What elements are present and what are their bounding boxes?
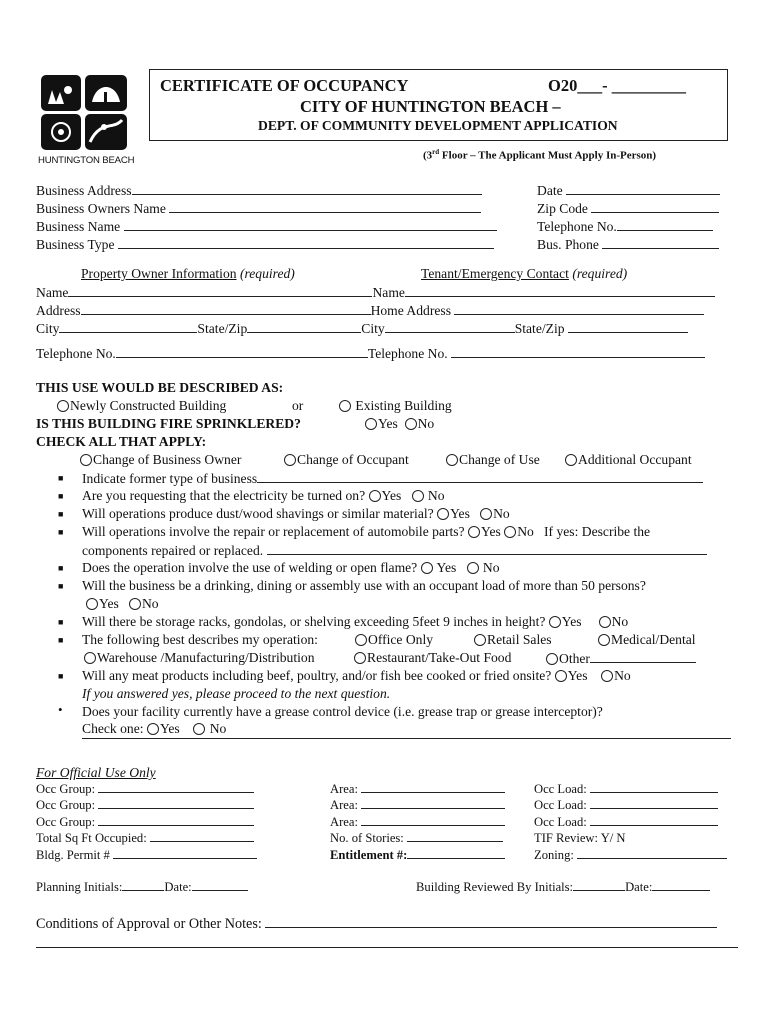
bullet: ■	[58, 581, 64, 591]
area-row-3: Area:	[330, 815, 505, 830]
business-address-field[interactable]	[132, 182, 482, 195]
meat-question: Will any meat products including beef, poultry, and/or fish bee cooked or fried onsite? Yes No	[82, 668, 631, 683]
other-option: Other	[546, 650, 696, 667]
conditions-row: Conditions of Approval or Other Notes:	[36, 914, 717, 933]
city-title: CITY OF HUNTINGTON BEACH –	[300, 97, 561, 116]
bullet: ■	[58, 635, 64, 645]
telephone-field[interactable]	[617, 218, 713, 231]
logo-city-text: HUNTINGTON BEACH	[38, 155, 135, 166]
date-row	[537, 182, 720, 199]
occ-load-row-3: Occ Load:	[534, 815, 718, 830]
occ-load-row-1: Occ Load:	[534, 782, 718, 797]
bullet: ■	[58, 563, 64, 573]
former-business-row: Indicate former type of business	[82, 470, 703, 487]
business-type-field[interactable]	[118, 236, 494, 249]
storage-no-radio[interactable]	[599, 616, 611, 628]
occ-load-row-2: Occ Load:	[534, 798, 718, 813]
owner-telephone-field[interactable]	[116, 345, 368, 358]
bullet: ■	[58, 527, 64, 537]
building-initials-field[interactable]	[573, 880, 625, 891]
total-sqft-row: Total Sq Ft Occupied:	[36, 831, 254, 846]
change-occupant-radio[interactable]	[284, 454, 296, 466]
tenant-city-field[interactable]	[385, 320, 515, 333]
planning-initials-field[interactable]	[122, 880, 164, 891]
planning-row: Planning Initials: Date:	[36, 880, 248, 895]
other-radio[interactable]	[546, 653, 558, 665]
bullet: ■	[58, 671, 64, 681]
property-owner-heading: Property Owner Information (required)	[81, 266, 295, 281]
building-type-row: Newly Constructed Building	[57, 398, 226, 414]
proceed-note: If you answered yes, please proceed to the next question.	[82, 686, 391, 701]
former-business-field[interactable]	[257, 470, 703, 483]
occ-load-field-3[interactable]	[590, 815, 718, 826]
telephone-row	[537, 218, 713, 235]
telephone-label: Telephone No.	[537, 219, 617, 234]
owner-city-row: City State/Zip City State/Zip	[36, 320, 688, 337]
occ-group-field-1[interactable]	[98, 782, 254, 793]
occ-group-field-2[interactable]	[98, 798, 254, 809]
electricity-question: Are you requesting that the electricity be turned on? Yes No	[82, 488, 445, 503]
business-name-label: Business Name	[36, 219, 121, 234]
assembly-no-radio[interactable]	[129, 598, 141, 610]
conditions-extra-line[interactable]	[36, 947, 738, 948]
storage-question: Will there be storage racks, gondolas, or shelving exceeding 5feet 9 inches in height? Yes No	[82, 614, 629, 629]
change-occupant-option: Change of Occupant	[284, 452, 409, 468]
form-title: CERTIFICATE OF OCCUPANCY	[160, 76, 409, 95]
bullet: ■	[58, 617, 64, 627]
zip-label: Zip Code	[537, 201, 588, 216]
bullet: ■	[58, 509, 64, 519]
business-owners-field[interactable]	[169, 200, 481, 213]
dust-question: Will operations produce dust/wood shavings or similar material? Yes No	[82, 506, 510, 521]
date-field[interactable]	[566, 182, 720, 195]
storage-yes-radio[interactable]	[549, 616, 561, 628]
bus-phone-field[interactable]	[602, 236, 719, 249]
building-date-field[interactable]	[652, 880, 710, 891]
new-building-radio[interactable]	[57, 400, 69, 412]
area-row-2: Area:	[330, 798, 505, 813]
dust-no-radio[interactable]	[480, 508, 492, 520]
warehouse-radio[interactable]	[84, 652, 96, 664]
existing-building-radio[interactable]	[339, 400, 351, 412]
official-use-heading: For Official Use Only	[36, 765, 156, 780]
business-name-field[interactable]	[124, 218, 497, 231]
dust-yes-radio[interactable]	[437, 508, 449, 520]
date-label: Date	[537, 183, 563, 198]
tif-review: TIF Review: Y/ N	[534, 831, 626, 845]
medical-option: Medical/Dental	[598, 632, 696, 648]
or-text: or	[292, 398, 304, 413]
operation-question: The following best describes my operation:	[82, 632, 318, 647]
area-field-2[interactable]	[361, 798, 505, 809]
bullet: •	[58, 702, 63, 717]
electricity-no-radio[interactable]	[412, 490, 424, 502]
city-logo	[38, 72, 135, 166]
business-name-row	[36, 218, 497, 235]
retail-option: Retail Sales	[474, 632, 552, 648]
meat-yes-radio[interactable]	[555, 670, 567, 682]
area-row-1: Area:	[330, 782, 505, 797]
occ-load-field-2[interactable]	[590, 798, 718, 809]
assembly-question: Will the business be a drinking, dining or assembly use with an occupant load of more than 50 persons?	[82, 578, 646, 593]
office-radio[interactable]	[355, 634, 367, 646]
tenant-address-field[interactable]	[454, 302, 704, 315]
tenant-heading: Tenant/Emergency Contact (required)	[421, 266, 628, 281]
area-field-3[interactable]	[361, 815, 505, 826]
welding-question: Does the operation involve the use of welding or open flame? Yes No	[82, 560, 500, 575]
zoning-row: Zoning:	[534, 848, 727, 863]
additional-occupant-radio[interactable]	[565, 454, 577, 466]
assembly-yes-radio[interactable]	[86, 598, 98, 610]
bullet: ■	[58, 491, 64, 501]
grease-check-one: Check one: Yes No	[82, 721, 227, 736]
bullet: ■	[58, 473, 64, 483]
occ-group-field-3[interactable]	[98, 815, 254, 826]
total-sqft-field[interactable]	[150, 831, 254, 842]
owner-address-row: Address Home Address	[36, 302, 704, 319]
building-reviewed-row: Building Reviewed By Initials: Date:	[416, 880, 710, 895]
planning-date-field[interactable]	[192, 880, 248, 891]
tenant-name-field[interactable]	[405, 284, 715, 297]
change-owner-radio[interactable]	[80, 454, 92, 466]
change-use-radio[interactable]	[446, 454, 458, 466]
owner-city-field[interactable]	[59, 320, 197, 333]
electricity-yes-radio[interactable]	[369, 490, 381, 502]
assembly-options: Yes No	[86, 596, 159, 612]
medical-radio[interactable]	[598, 634, 610, 646]
business-type-label: Business Type	[36, 237, 115, 252]
tenant-telephone-field[interactable]	[451, 345, 705, 358]
dept-title: DEPT. OF COMMUNITY DEVELOPMENT APPLICATION	[258, 118, 618, 133]
existing-building-option: Existing Building	[339, 398, 452, 414]
auto-parts-yes-radio[interactable]	[468, 526, 480, 538]
sprinklered-no-radio[interactable]	[405, 418, 417, 430]
change-use-option: Change of Use	[446, 452, 540, 468]
area-field-1[interactable]	[361, 782, 505, 793]
occ-group-row-3: Occ Group:	[36, 815, 254, 830]
grease-no-radio[interactable]	[193, 723, 205, 735]
warehouse-option: Warehouse /Manufacturing/Distribution	[84, 650, 315, 666]
owner-name-field[interactable]	[68, 284, 372, 297]
entitlement-field[interactable]	[407, 848, 505, 859]
sprinklered-heading: IS THIS BUILDING FIRE SPRINKLERED?	[36, 416, 301, 431]
components-field[interactable]	[267, 542, 707, 555]
business-address-label: Business Address	[36, 183, 132, 198]
welding-yes-radio[interactable]	[421, 562, 433, 574]
owner-address-field[interactable]	[81, 302, 371, 315]
grease-question: Does your facility currently have a grease control device (i.e. grease trap or grease interceptor)?	[82, 704, 603, 719]
stories-field[interactable]	[407, 831, 503, 842]
owner-telephone-row: Telephone No. Telephone No.	[36, 345, 705, 362]
floor-note: (3rd Floor – The Applicant Must Apply In-Person)	[423, 148, 657, 162]
additional-occupant-option: Additional Occupant	[565, 452, 692, 468]
sprinklered-yes-radio[interactable]	[365, 418, 377, 430]
business-type-row	[36, 236, 494, 253]
conditions-field[interactable]	[265, 914, 717, 928]
retail-radio[interactable]	[474, 634, 486, 646]
bus-phone-label: Bus. Phone	[537, 237, 599, 252]
zip-row	[537, 200, 719, 217]
check-all-heading: CHECK ALL THAT APPLY:	[36, 434, 207, 449]
bldg-permit-field[interactable]	[113, 848, 257, 859]
business-address-row	[36, 182, 482, 199]
divider	[82, 738, 731, 739]
zoning-field[interactable]	[577, 848, 727, 859]
restaurant-radio[interactable]	[354, 652, 366, 664]
welding-no-radio[interactable]	[467, 562, 479, 574]
owner-name-row: Name Name	[36, 284, 715, 301]
meat-no-radio[interactable]	[601, 670, 613, 682]
tenant-statezip-field[interactable]	[568, 320, 688, 333]
occ-group-row-2: Occ Group:	[36, 798, 254, 813]
zip-field[interactable]	[591, 200, 719, 213]
stories-row: No. of Stories:	[330, 831, 503, 846]
occ-load-field-1[interactable]	[590, 782, 718, 793]
business-owners-label: Business Owners Name	[36, 201, 166, 216]
auto-parts-question: Will operations involve the repair or replacement of automobile parts? Yes No If yes: Describe the	[82, 524, 651, 539]
office-option: Office Only	[355, 632, 433, 648]
change-type-options: Change of Business Owner	[80, 452, 241, 468]
components-row: components repaired or replaced.	[82, 542, 707, 559]
occ-group-row-1: Occ Group:	[36, 782, 254, 797]
other-field[interactable]	[590, 650, 696, 663]
business-owners-row	[36, 200, 481, 217]
bus-phone-row	[537, 236, 719, 253]
certificate-number: O20___- _________	[548, 76, 686, 95]
restaurant-option: Restaurant/Take-Out Food	[354, 650, 511, 666]
auto-parts-no-radio[interactable]	[504, 526, 516, 538]
owner-statezip-field[interactable]	[247, 320, 361, 333]
use-described-heading: THIS USE WOULD BE DESCRIBED AS:	[36, 380, 284, 395]
bldg-permit-row: Bldg. Permit #	[36, 848, 257, 863]
entitlement-row: Entitlement #:	[330, 848, 505, 863]
grease-yes-radio[interactable]	[147, 723, 159, 735]
city-logo-mark	[38, 72, 133, 152]
sprinklered-options: Yes No	[365, 416, 434, 432]
